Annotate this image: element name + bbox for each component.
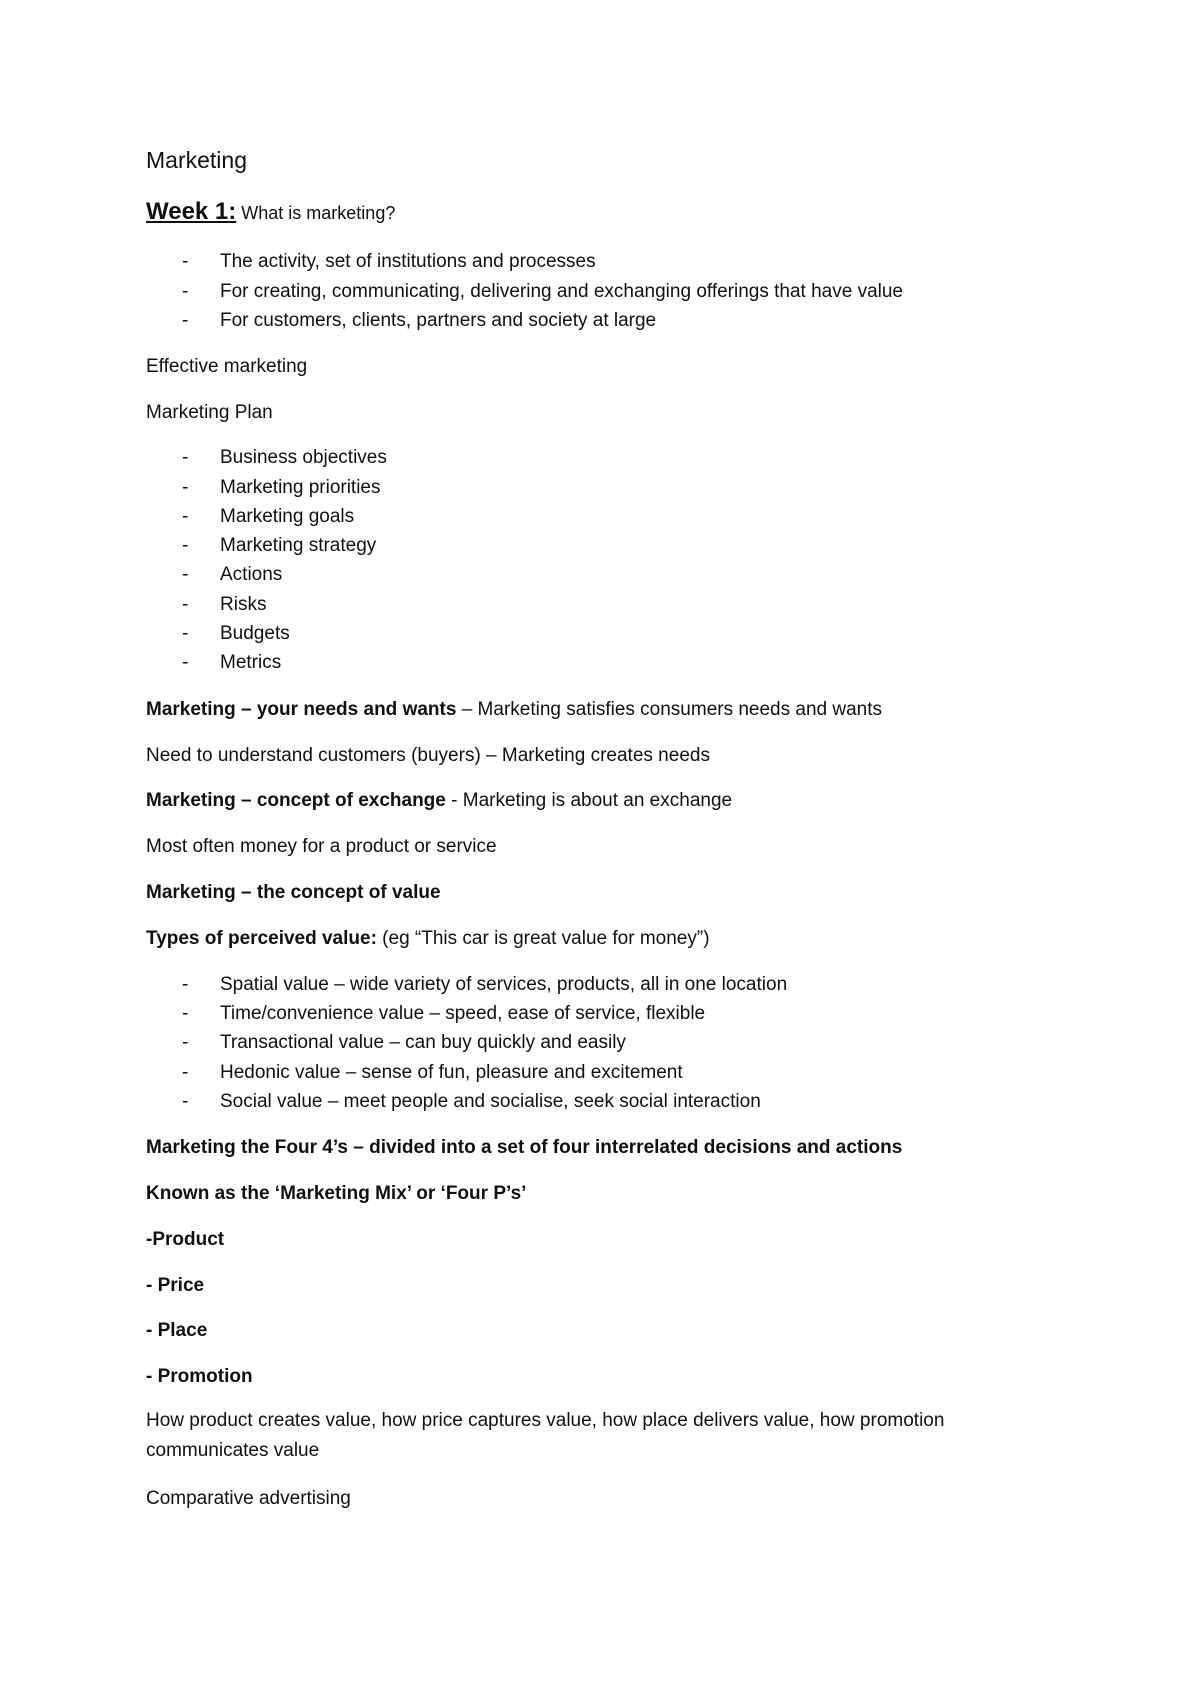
exchange-paragraph: Marketing – concept of exchange - Marketing is about an exchange <box>146 790 733 811</box>
p-price: - Price <box>146 1275 205 1296</box>
understand-paragraph: Need to understand customers (buyers) – Marketing creates needs <box>146 745 710 766</box>
list-item: - Spatial value – wide variety of services, products, all in one location <box>182 974 788 995</box>
money-paragraph: Most often money for a product or service <box>146 836 497 857</box>
list-item: - Time/convenience value – speed, ease of service, flexible <box>182 1003 706 1024</box>
list-item: - Marketing strategy <box>182 535 377 556</box>
comparative-paragraph: Comparative advertising <box>146 1488 351 1509</box>
list-item: - For creating, communicating, delivering and exchanging offerings that have value <box>182 281 903 302</box>
list-item: - Marketing priorities <box>182 477 381 498</box>
list-item: - Risks <box>182 594 267 615</box>
value-heading: Marketing – the concept of value <box>146 882 441 903</box>
plan-heading: Marketing Plan <box>146 402 273 423</box>
list-item: - Marketing goals <box>182 506 355 527</box>
list-item: - Actions <box>182 564 283 585</box>
week-heading <box>146 200 395 226</box>
p-product: -Product <box>146 1229 225 1250</box>
list-item: - Business objectives <box>182 447 387 468</box>
how-paragraph: How product creates value, how price captures value, how place delivers value, how promotion communicates value <box>146 1410 945 1461</box>
needs-paragraph: Marketing – your needs and wants – Marketing satisfies consumers needs and wants <box>146 699 883 720</box>
week-question: What is marketing? <box>236 203 396 223</box>
list-item: - Metrics <box>182 652 282 673</box>
doc-title: Marketing <box>146 147 247 173</box>
p-place: - Place <box>146 1320 208 1341</box>
list-item: - Hedonic value – sense of fun, pleasure and excitement <box>182 1062 683 1083</box>
list-item: - Social value – meet people and socialise, seek social interaction <box>182 1091 761 1112</box>
effective-marketing: Effective marketing <box>146 356 308 377</box>
four-heading: Marketing the Four 4’s – divided into a set of four interrelated decisions and actions <box>146 1137 903 1158</box>
list-item: - The activity, set of institutions and processes <box>182 251 596 272</box>
list-item: - For customers, clients, partners and society at large <box>182 310 657 331</box>
mix-heading: Known as the ‘Marketing Mix’ or ‘Four P’s’ <box>146 1183 527 1204</box>
types-paragraph: Types of perceived value: (eg “This car is great value for money”) <box>146 928 710 949</box>
list-item: - Budgets <box>182 623 290 644</box>
list-item: - Transactional value – can buy quickly and easily <box>182 1032 626 1053</box>
week-label: Week 1: <box>146 198 237 225</box>
p-promotion: - Promotion <box>146 1366 253 1387</box>
